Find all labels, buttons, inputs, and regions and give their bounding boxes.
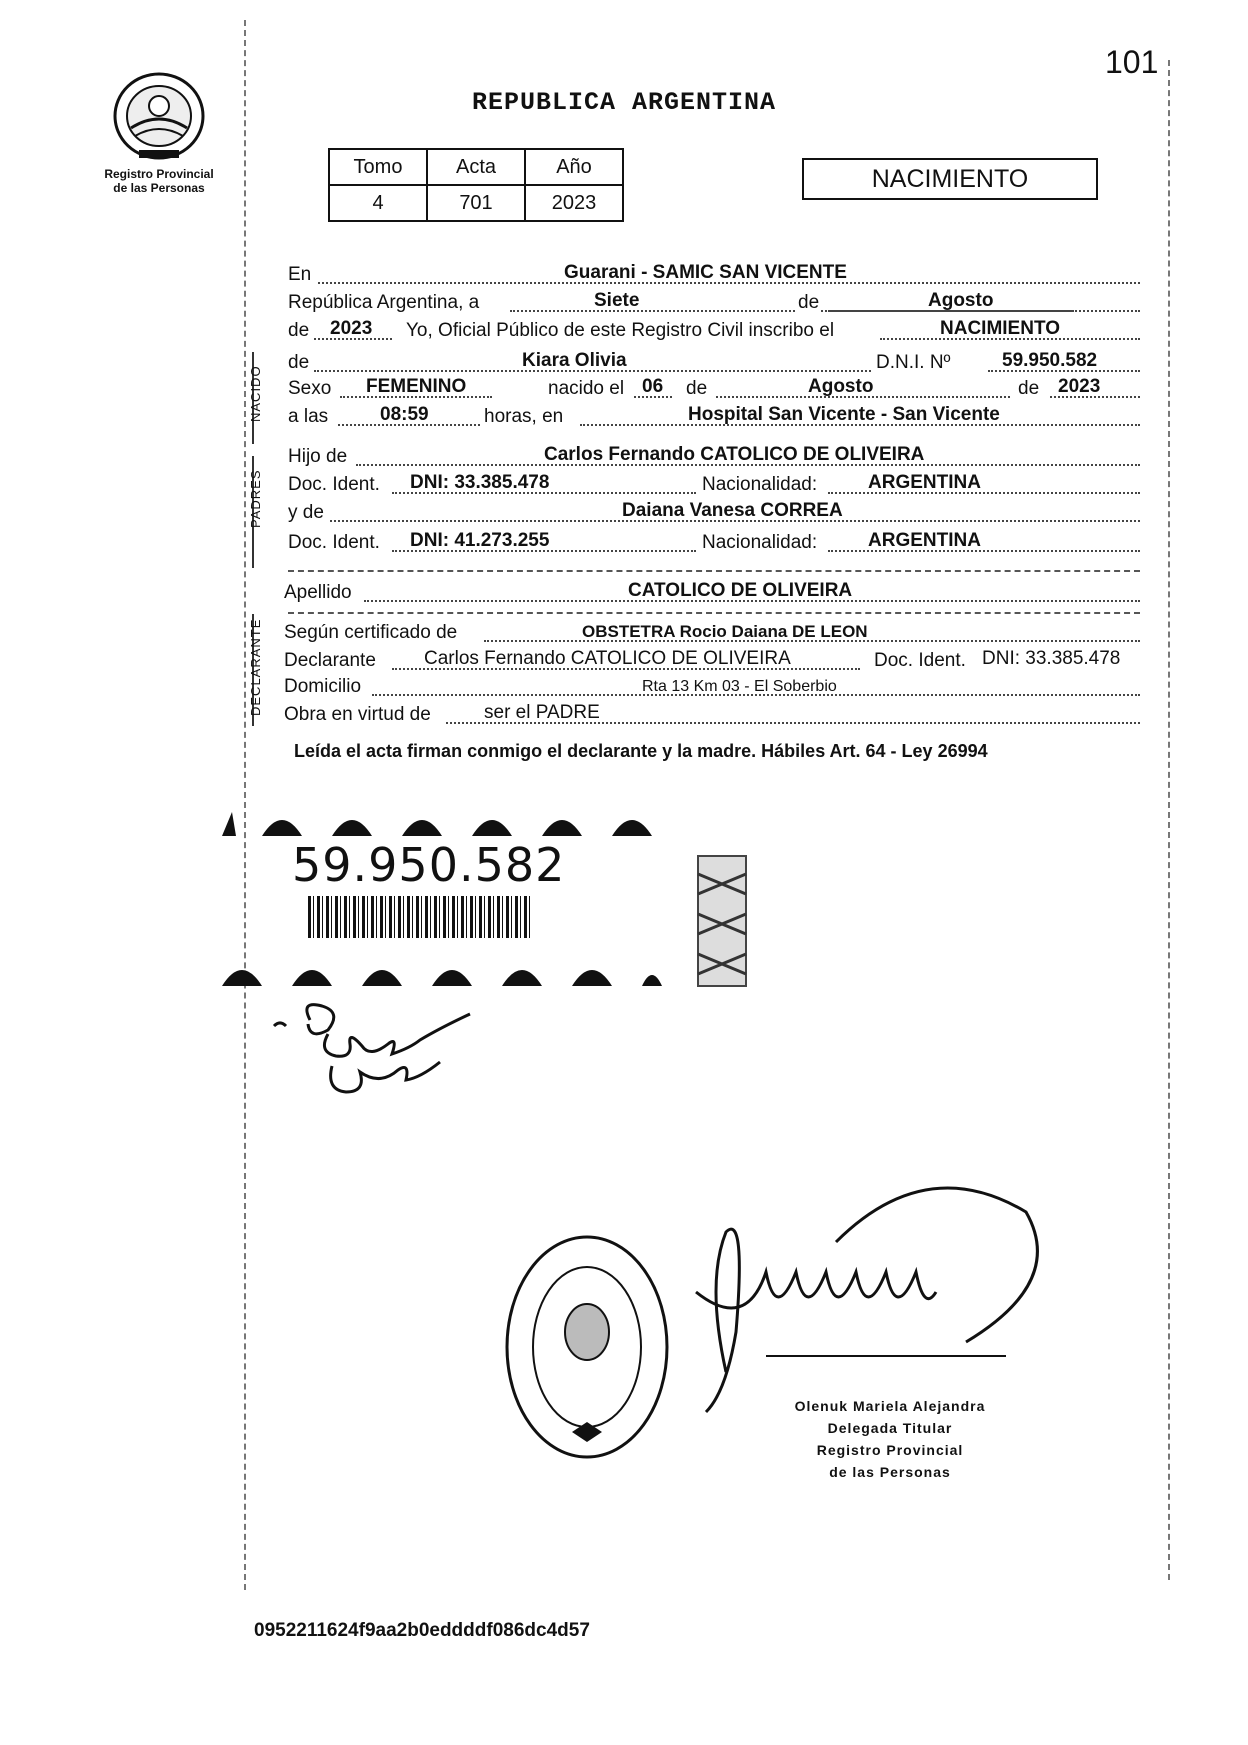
obra-label: Obra en virtud de (284, 704, 431, 725)
madre-value: Daiana Vanesa CORREA (622, 500, 843, 521)
dni-label: D.N.I. Nº (872, 352, 955, 374)
year-value: 2023 (330, 318, 373, 339)
page-number: 101 (1105, 44, 1159, 80)
de-year-label: de (288, 320, 310, 341)
yo-text: Yo, Oficial Público de este Registro Civil inscribo el (406, 320, 835, 341)
republica-label: República Argentina, a (288, 292, 480, 313)
apellido-label: Apellido (284, 582, 352, 603)
row-obra (284, 700, 1140, 726)
cert-value: OBSTETRA Rocio Daiana DE LEON (582, 622, 868, 641)
cert-label: Según certificado de (284, 622, 458, 643)
declarante-doc-value: DNI: 33.385.478 (982, 648, 1121, 669)
signer-office2: de las Personas (829, 1464, 951, 1480)
anio-header: Año (525, 149, 623, 185)
padre-nac-value: ARGENTINA (868, 472, 981, 493)
row-domicilio (284, 672, 1140, 698)
padres-side-label: PADRES (248, 469, 263, 528)
madre-nac-label: Nacionalidad: (702, 532, 818, 553)
row-madre-doc (288, 528, 1140, 554)
document-title: REPUBLICA ARGENTINA (471, 88, 777, 117)
row-sexo (288, 374, 1140, 400)
declarante-side-label: DECLARANTE (248, 618, 263, 716)
security-hologram (696, 854, 748, 988)
padre-doc-label: Doc. Ident. (288, 474, 380, 495)
anio-value: 2023 (525, 185, 623, 221)
obra-value: ser el PADRE (484, 702, 600, 723)
row-madre (288, 498, 1140, 524)
domicilio-label: Domicilio (284, 676, 362, 697)
row-hora (288, 402, 1140, 428)
declarant-signature (270, 1000, 480, 1110)
month-value: Agosto (928, 290, 994, 311)
nac-anio-value: 2023 (1058, 376, 1101, 397)
day-words: Siete (594, 290, 640, 311)
row-hijo (288, 442, 1140, 468)
separator-2 (288, 612, 1140, 614)
domicilio-value: Rta 13 Km 03 - El Soberbio (642, 678, 837, 695)
padre-value: Carlos Fernando CATOLICO DE OLIVEIRA (544, 444, 925, 465)
declarante-label: Declarante (284, 650, 376, 671)
hijo-label: Hijo de (288, 446, 348, 467)
row-apellido (284, 578, 1140, 604)
madre-nac-value: ARGENTINA (868, 530, 981, 551)
nac-de2-label: de (1018, 378, 1040, 399)
lugar-value: Hospital San Vicente - San Vicente (688, 404, 1000, 425)
nac-de-label: de (686, 378, 708, 399)
logo-caption-line1: Registro Provincial (104, 167, 214, 181)
row-republica (288, 288, 1140, 314)
barcode (308, 896, 532, 938)
nac-mes-value: Agosto (808, 376, 874, 397)
declarante-doc-label: Doc. Ident. (874, 650, 966, 671)
nombre-label: de (288, 352, 310, 373)
signer-office: Registro Provincial (816, 1442, 964, 1458)
act-type-box: NACIMIENTO (802, 158, 1098, 200)
en-label: En (288, 264, 312, 285)
tomo-value: 4 (329, 185, 427, 221)
sticker-bottom-pattern (222, 954, 662, 986)
leida-statement: Leída el acta firman conmigo el declarante y la madre. Hábiles Art. 64 - Ley 26994 (294, 741, 988, 761)
en-value: Guarani - SAMIC SAN VICENTE (564, 262, 847, 283)
hora-value: 08:59 (380, 404, 429, 425)
tipo-value: NACIMIENTO (940, 318, 1060, 339)
signer-name: Olenuk Mariela Alejandra (794, 1398, 986, 1414)
madre-doc-label: Doc. Ident. (288, 532, 380, 553)
tomo-header: Tomo (329, 149, 427, 185)
padre-doc-value: DNI: 33.385.478 (410, 472, 550, 493)
logo-caption-line2: de las Personas (113, 181, 205, 195)
declarante-value: Carlos Fernando CATOLICO DE OLIVEIRA (424, 648, 791, 669)
row-declarante (284, 646, 1140, 672)
nacido-label: nacido el (548, 378, 625, 399)
row-padre-doc (288, 470, 1140, 496)
signer-block (760, 1395, 1020, 1483)
row-yo (288, 316, 1140, 342)
row-nombre (288, 348, 1140, 374)
yde-label: y de (288, 502, 324, 523)
dni-value: 59.950.582 (1002, 350, 1098, 371)
padre-nac-label: Nacionalidad: (702, 474, 818, 495)
de-label: de (798, 292, 820, 313)
nombre-value: Kiara Olivia (522, 350, 627, 371)
document-hash: 0952211624f9aa2b0eddddf086dc4d57 (254, 1620, 590, 1641)
nacido-side-label: NACIDO (248, 365, 263, 422)
row-en (288, 260, 1140, 286)
hora-label: a las (288, 406, 329, 427)
official-seal (502, 1232, 672, 1462)
horas-label: horas, en (484, 406, 564, 427)
sexo-value: FEMENINO (366, 376, 467, 397)
sticker-top-pattern (222, 804, 662, 836)
dni-sticker-number: 59.950.582 (292, 838, 566, 892)
registry-table (328, 148, 624, 222)
sexo-label: Sexo (288, 378, 332, 399)
nac-dia-value: 06 (642, 376, 664, 397)
acta-header: Acta (427, 149, 525, 185)
official-signature (666, 1172, 1046, 1422)
right-margin-line (1168, 60, 1170, 1580)
madre-doc-value: DNI: 41.273.255 (410, 530, 550, 551)
acta-value: 701 (427, 185, 525, 221)
separator-1 (288, 570, 1140, 572)
apellido-value: CATOLICO DE OLIVEIRA (628, 580, 853, 601)
signer-title: Delegada Titular (827, 1420, 953, 1436)
row-certificado (284, 618, 1140, 644)
